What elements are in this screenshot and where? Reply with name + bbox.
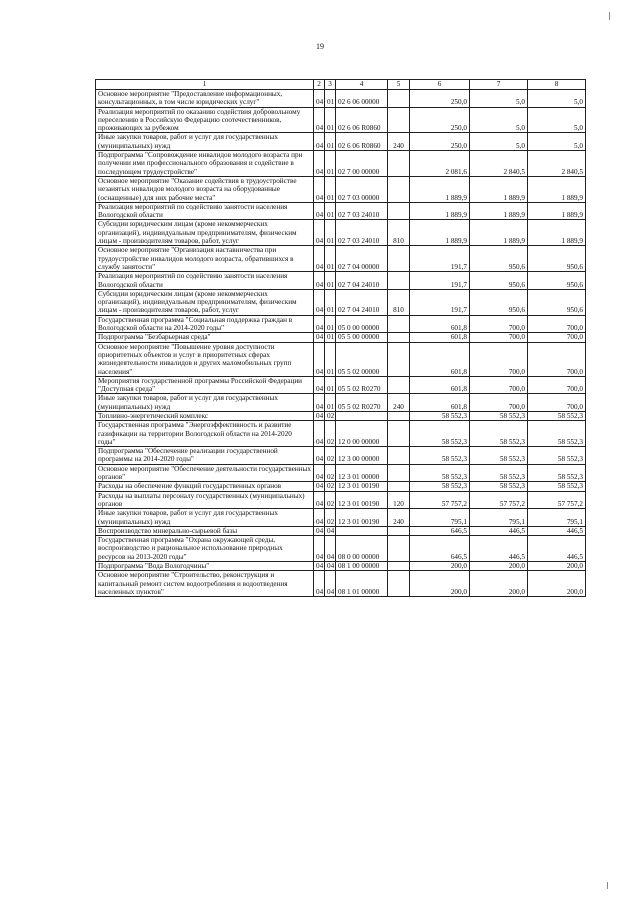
- row-name-cell: Основное мероприятие "Обеспечение деятельности государственных органов": [96, 464, 314, 482]
- row-amount-2020-cell: 700,0: [528, 394, 586, 412]
- row-name-cell: Реализация мероприятий по оказанию содействия добровольному переселению в Российскую Федерацию соотечественников, проживающих за рубежом: [96, 107, 314, 133]
- row-subsection-cell: 01: [325, 272, 336, 290]
- table-row: [96, 90, 586, 108]
- table-row: [96, 482, 586, 491]
- row-amount-2018-cell: 1 889,9: [410, 176, 470, 202]
- row-amount-2019-cell: 5,0: [470, 133, 528, 151]
- row-amount-2018-cell: 57 757,2: [410, 491, 470, 509]
- table-row: [96, 571, 586, 597]
- row-section-cell: 04: [314, 394, 325, 412]
- row-target-article-cell: 12 3 01 00190: [336, 509, 388, 527]
- row-expense-type-cell: 810: [388, 289, 410, 315]
- row-amount-2020-cell: 446,5: [528, 526, 586, 535]
- row-name-cell: Реализация мероприятий по содействию занятости населения Вологодской области: [96, 202, 314, 220]
- row-section-cell: 04: [314, 133, 325, 151]
- row-amount-2019-cell: 5,0: [470, 90, 528, 108]
- row-amount-2018-cell: 250,0: [410, 107, 470, 133]
- row-target-article-cell: 12 3 00 00000: [336, 447, 388, 465]
- row-expense-type-cell: [388, 202, 410, 220]
- table-row: [96, 272, 586, 290]
- row-amount-2019-cell: 446,5: [470, 526, 528, 535]
- row-subsection-cell: 01: [325, 376, 336, 394]
- row-expense-type-cell: [388, 176, 410, 202]
- row-amount-2020-cell: 58 552,3: [528, 421, 586, 447]
- row-subsection-cell: 01: [325, 342, 336, 376]
- row-target-article-cell: [336, 526, 388, 535]
- header-cell: 6: [410, 80, 470, 90]
- row-section-cell: 04: [314, 482, 325, 491]
- row-section-cell: 04: [314, 333, 325, 342]
- row-target-article-cell: 08 1 01 00000: [336, 571, 388, 597]
- table-row: [96, 333, 586, 342]
- row-amount-2018-cell: 1 889,9: [410, 202, 470, 220]
- row-amount-2020-cell: 950,6: [528, 289, 586, 315]
- header-cell: 2: [314, 80, 325, 90]
- row-subsection-cell: 04: [325, 562, 336, 571]
- header-row: [96, 80, 586, 90]
- row-amount-2018-cell: 191,7: [410, 246, 470, 272]
- row-expense-type-cell: 240: [388, 394, 410, 412]
- table-row: [96, 176, 586, 202]
- header-cell: 5: [388, 80, 410, 90]
- row-subsection-cell: 02: [325, 509, 336, 527]
- row-amount-2020-cell: 1 889,9: [528, 220, 586, 246]
- scan-artifact: [609, 12, 610, 20]
- row-amount-2018-cell: 200,0: [410, 571, 470, 597]
- row-expense-type-cell: [388, 376, 410, 394]
- row-name-cell: Иные закупки товаров, работ и услуг для государственных (муниципальных) нужд: [96, 133, 314, 151]
- row-name-cell: Государственная программа "Энергоэффективность и развитие газификации на территории Вологодской области на 2014-2020 годы": [96, 421, 314, 447]
- row-expense-type-cell: [388, 571, 410, 597]
- row-amount-2018-cell: 646,5: [410, 536, 470, 562]
- row-section-cell: 04: [314, 202, 325, 220]
- row-expense-type-cell: 810: [388, 220, 410, 246]
- table-row: [96, 526, 586, 535]
- row-name-cell: Субсидии юридическим лицам (кроме некоммерческих организаций), индивидуальным предпринимателям, физическим лицам - производителям товаров, работ, услуг: [96, 220, 314, 246]
- row-subsection-cell: 02: [325, 421, 336, 447]
- row-amount-2020-cell: 5,0: [528, 90, 586, 108]
- row-amount-2019-cell: 200,0: [470, 562, 528, 571]
- row-section-cell: 04: [314, 289, 325, 315]
- row-subsection-cell: 01: [325, 107, 336, 133]
- row-target-article-cell: 12 0 00 00000: [336, 421, 388, 447]
- row-amount-2020-cell: 58 552,3: [528, 464, 586, 482]
- row-target-article-cell: 02 7 04 24010: [336, 289, 388, 315]
- row-section-cell: 04: [314, 562, 325, 571]
- row-amount-2018-cell: 191,7: [410, 272, 470, 290]
- row-amount-2019-cell: 200,0: [470, 571, 528, 597]
- row-amount-2020-cell: 2 840,5: [528, 151, 586, 177]
- row-amount-2020-cell: 700,0: [528, 315, 586, 333]
- row-amount-2019-cell: 700,0: [470, 333, 528, 342]
- row-amount-2018-cell: 601,8: [410, 376, 470, 394]
- row-target-article-cell: 08 1 00 00000: [336, 562, 388, 571]
- table-row: [96, 202, 586, 220]
- row-name-cell: Расходы на обеспечение функций государственных органов: [96, 482, 314, 491]
- row-section-cell: 04: [314, 272, 325, 290]
- row-name-cell: Подпрограмма "Обеспечение реализации государственной программы на 2014-2020 годы": [96, 447, 314, 465]
- row-section-cell: 04: [314, 246, 325, 272]
- row-expense-type-cell: [388, 536, 410, 562]
- row-name-cell: Основное мероприятие "Предоставление информационных, консультационных, в том числе юридических услуг": [96, 90, 314, 108]
- row-target-article-cell: 05 5 02 R0270: [336, 376, 388, 394]
- row-amount-2018-cell: 601,8: [410, 342, 470, 376]
- row-expense-type-cell: [388, 315, 410, 333]
- page-number: 19: [316, 42, 324, 51]
- budget-table: [95, 79, 586, 597]
- row-amount-2018-cell: 601,8: [410, 333, 470, 342]
- row-name-cell: Субсидии юридическим лицам (кроме некоммерческих организаций), индивидуальным предпринимателям, физическим лицам - производителям товаров, работ, услуг: [96, 289, 314, 315]
- row-target-article-cell: 05 5 02 R0270: [336, 394, 388, 412]
- row-amount-2020-cell: 58 552,3: [528, 482, 586, 491]
- row-amount-2019-cell: 58 552,3: [470, 482, 528, 491]
- row-section-cell: 04: [314, 447, 325, 465]
- row-amount-2020-cell: 57 757,2: [528, 491, 586, 509]
- row-amount-2020-cell: 200,0: [528, 562, 586, 571]
- row-amount-2018-cell: 58 552,3: [410, 421, 470, 447]
- row-amount-2020-cell: 795,1: [528, 509, 586, 527]
- row-name-cell: Подпрограмма "Безбарьерная среда": [96, 333, 314, 342]
- row-subsection-cell: 02: [325, 491, 336, 509]
- row-expense-type-cell: [388, 333, 410, 342]
- row-amount-2019-cell: 950,6: [470, 246, 528, 272]
- row-amount-2018-cell: 2 081,6: [410, 151, 470, 177]
- row-section-cell: 04: [314, 151, 325, 177]
- row-target-article-cell: 02 7 03 00000: [336, 176, 388, 202]
- row-amount-2019-cell: 700,0: [470, 376, 528, 394]
- header-cell: 7: [470, 80, 528, 90]
- row-amount-2020-cell: 1 889,9: [528, 202, 586, 220]
- table-row: [96, 447, 586, 465]
- row-expense-type-cell: [388, 562, 410, 571]
- row-expense-type-cell: [388, 482, 410, 491]
- row-target-article-cell: 12 3 01 00190: [336, 482, 388, 491]
- row-subsection-cell: 01: [325, 246, 336, 272]
- row-name-cell: Государственная программа "Охрана окружающей среды, воспроизводство и рациональное использование природных ресурсов на 2013-2020 годы": [96, 536, 314, 562]
- row-amount-2019-cell: 5,0: [470, 107, 528, 133]
- row-amount-2018-cell: 601,8: [410, 315, 470, 333]
- row-expense-type-cell: [388, 411, 410, 420]
- row-name-cell: Основное мероприятие "Оказание содействия в трудоустройстве незанятых инвалидов молодого возраста на оборудованные (оснащенные) для них рабочие места": [96, 176, 314, 202]
- table-row: [96, 315, 586, 333]
- table-row: [96, 107, 586, 133]
- row-section-cell: 04: [314, 509, 325, 527]
- row-target-article-cell: 02 7 00 00000: [336, 151, 388, 177]
- row-amount-2019-cell: 700,0: [470, 394, 528, 412]
- row-amount-2019-cell: 58 552,3: [470, 411, 528, 420]
- row-amount-2018-cell: 200,0: [410, 562, 470, 571]
- row-target-article-cell: 02 7 04 24010: [336, 272, 388, 290]
- row-target-article-cell: 05 5 00 00000: [336, 333, 388, 342]
- scan-artifact: [607, 882, 608, 889]
- row-subsection-cell: 01: [325, 90, 336, 108]
- table-row: [96, 411, 586, 420]
- row-name-cell: Подпрограмма "Сопровождение инвалидов молодого возраста при получении ими профессионального образования и содействие в последующем трудоустройстве": [96, 151, 314, 177]
- table-row: [96, 536, 586, 562]
- row-expense-type-cell: [388, 272, 410, 290]
- row-amount-2019-cell: 58 552,3: [470, 464, 528, 482]
- row-target-article-cell: 08 0 00 00000: [336, 536, 388, 562]
- table-row: [96, 246, 586, 272]
- row-target-article-cell: 02 6 06 R0860: [336, 133, 388, 151]
- row-amount-2020-cell: 58 552,3: [528, 411, 586, 420]
- row-amount-2020-cell: 700,0: [528, 333, 586, 342]
- row-amount-2020-cell: 58 552,3: [528, 447, 586, 465]
- row-target-article-cell: [336, 411, 388, 420]
- table-row: [96, 342, 586, 376]
- row-expense-type-cell: 240: [388, 509, 410, 527]
- row-amount-2020-cell: 446,5: [528, 536, 586, 562]
- row-name-cell: Иные закупки товаров, работ и услуг для государственных (муниципальных) нужд: [96, 394, 314, 412]
- row-expense-type-cell: [388, 447, 410, 465]
- row-subsection-cell: 01: [325, 315, 336, 333]
- row-name-cell: Основное мероприятие "Повышение уровня доступности приоритетных объектов и услуг в приоритетных сферах жизнедеятельности инвалидов и других маломобильных групп населения": [96, 342, 314, 376]
- row-name-cell: Реализация мероприятий по содействию занятости населения Вологодской области: [96, 272, 314, 290]
- table-row: [96, 464, 586, 482]
- row-amount-2019-cell: 700,0: [470, 315, 528, 333]
- row-name-cell: Иные закупки товаров, работ и услуг для государственных (муниципальных) нужд: [96, 509, 314, 527]
- row-subsection-cell: 02: [325, 447, 336, 465]
- row-section-cell: 04: [314, 315, 325, 333]
- row-amount-2019-cell: 1 889,9: [470, 176, 528, 202]
- table-row: [96, 509, 586, 527]
- row-amount-2019-cell: 58 552,3: [470, 421, 528, 447]
- row-amount-2019-cell: 1 889,9: [470, 202, 528, 220]
- row-subsection-cell: 02: [325, 411, 336, 420]
- row-section-cell: 04: [314, 421, 325, 447]
- row-subsection-cell: 01: [325, 333, 336, 342]
- row-name-cell: Основное мероприятие "Организация наставничества при трудоустройстве инвалидов молодого возраста, обратившихся в службу занятости": [96, 246, 314, 272]
- row-expense-type-cell: [388, 526, 410, 535]
- row-amount-2019-cell: 58 552,3: [470, 447, 528, 465]
- row-subsection-cell: 01: [325, 151, 336, 177]
- row-name-cell: Государственная программа "Социальная поддержка граждан в Вологодской области на 2014-2020 годы": [96, 315, 314, 333]
- row-amount-2018-cell: 795,1: [410, 509, 470, 527]
- table-row: [96, 376, 586, 394]
- row-amount-2020-cell: 200,0: [528, 571, 586, 597]
- row-target-article-cell: 02 7 04 00000: [336, 246, 388, 272]
- row-expense-type-cell: 240: [388, 133, 410, 151]
- row-subsection-cell: 02: [325, 482, 336, 491]
- row-amount-2019-cell: 446,5: [470, 536, 528, 562]
- row-amount-2018-cell: 58 552,3: [410, 411, 470, 420]
- row-target-article-cell: 05 0 00 00000: [336, 315, 388, 333]
- row-expense-type-cell: [388, 246, 410, 272]
- row-amount-2019-cell: 950,6: [470, 272, 528, 290]
- row-amount-2018-cell: 1 889,9: [410, 220, 470, 246]
- row-amount-2020-cell: 700,0: [528, 376, 586, 394]
- table-row: [96, 289, 586, 315]
- row-subsection-cell: 01: [325, 289, 336, 315]
- row-amount-2020-cell: 950,6: [528, 272, 586, 290]
- row-name-cell: Мероприятия государственной программы Российской Федерации "Доступная среда": [96, 376, 314, 394]
- row-section-cell: 04: [314, 90, 325, 108]
- row-target-article-cell: 02 6 06 00000: [336, 90, 388, 108]
- table-row: [96, 151, 586, 177]
- row-amount-2020-cell: 5,0: [528, 107, 586, 133]
- row-section-cell: 04: [314, 491, 325, 509]
- row-amount-2019-cell: 950,6: [470, 289, 528, 315]
- row-section-cell: 04: [314, 376, 325, 394]
- header-cell: 8: [528, 80, 586, 90]
- row-amount-2020-cell: 1 889,9: [528, 176, 586, 202]
- row-amount-2018-cell: 58 552,3: [410, 447, 470, 465]
- header-cell: 4: [336, 80, 388, 90]
- table-row: [96, 220, 586, 246]
- table-body: [96, 90, 586, 597]
- row-amount-2018-cell: 250,0: [410, 133, 470, 151]
- row-expense-type-cell: [388, 421, 410, 447]
- row-subsection-cell: 04: [325, 571, 336, 597]
- row-target-article-cell: 12 3 01 00190: [336, 491, 388, 509]
- row-subsection-cell: 01: [325, 394, 336, 412]
- header-cell: 1: [96, 80, 314, 90]
- row-expense-type-cell: [388, 90, 410, 108]
- row-amount-2018-cell: 58 552,3: [410, 464, 470, 482]
- row-amount-2019-cell: 700,0: [470, 342, 528, 376]
- row-amount-2018-cell: 250,0: [410, 90, 470, 108]
- row-section-cell: 04: [314, 464, 325, 482]
- row-subsection-cell: 02: [325, 464, 336, 482]
- row-target-article-cell: 12 3 01 00000: [336, 464, 388, 482]
- row-target-article-cell: 02 7 03 24010: [336, 202, 388, 220]
- row-amount-2018-cell: 646,5: [410, 526, 470, 535]
- row-expense-type-cell: [388, 464, 410, 482]
- row-name-cell: Топливно-энергетический комплекс: [96, 411, 314, 420]
- row-name-cell: Основное мероприятие "Строительство, реконструкция и капитальный ремонт систем водоотребления и водоотведения населенных пунктов": [96, 571, 314, 597]
- row-subsection-cell: 01: [325, 133, 336, 151]
- row-subsection-cell: 04: [325, 536, 336, 562]
- row-target-article-cell: 02 7 03 24010: [336, 220, 388, 246]
- row-name-cell: Расходы на выплаты персоналу государственных (муниципальных) органов: [96, 491, 314, 509]
- table-row: [96, 133, 586, 151]
- table-row: [96, 491, 586, 509]
- row-amount-2018-cell: 601,8: [410, 394, 470, 412]
- row-section-cell: 04: [314, 342, 325, 376]
- row-subsection-cell: 01: [325, 176, 336, 202]
- row-subsection-cell: 01: [325, 202, 336, 220]
- row-target-article-cell: 05 5 02 00000: [336, 342, 388, 376]
- row-amount-2020-cell: 700,0: [528, 342, 586, 376]
- header-cell: 3: [325, 80, 336, 90]
- row-amount-2019-cell: 57 757,2: [470, 491, 528, 509]
- row-section-cell: 04: [314, 526, 325, 535]
- row-section-cell: 04: [314, 536, 325, 562]
- row-amount-2018-cell: 191,7: [410, 289, 470, 315]
- row-subsection-cell: 01: [325, 220, 336, 246]
- table-row: [96, 394, 586, 412]
- row-expense-type-cell: [388, 342, 410, 376]
- row-amount-2018-cell: 58 552,3: [410, 482, 470, 491]
- row-name-cell: Воспроизводство минерально-сырьевой базы: [96, 526, 314, 535]
- row-section-cell: 04: [314, 107, 325, 133]
- row-section-cell: 04: [314, 176, 325, 202]
- row-section-cell: 04: [314, 411, 325, 420]
- row-amount-2019-cell: 1 889,9: [470, 220, 528, 246]
- row-amount-2019-cell: 2 840,5: [470, 151, 528, 177]
- row-subsection-cell: 04: [325, 526, 336, 535]
- row-amount-2020-cell: 950,6: [528, 246, 586, 272]
- row-section-cell: 04: [314, 220, 325, 246]
- table-row: [96, 562, 586, 571]
- row-amount-2019-cell: 795,1: [470, 509, 528, 527]
- row-name-cell: Подпрограмма "Вода Вологодчины": [96, 562, 314, 571]
- row-target-article-cell: 02 6 06 R0860: [336, 107, 388, 133]
- row-expense-type-cell: [388, 107, 410, 133]
- row-amount-2020-cell: 5,0: [528, 133, 586, 151]
- row-section-cell: 04: [314, 571, 325, 597]
- table-row: [96, 421, 586, 447]
- row-expense-type-cell: 120: [388, 491, 410, 509]
- row-expense-type-cell: [388, 151, 410, 177]
